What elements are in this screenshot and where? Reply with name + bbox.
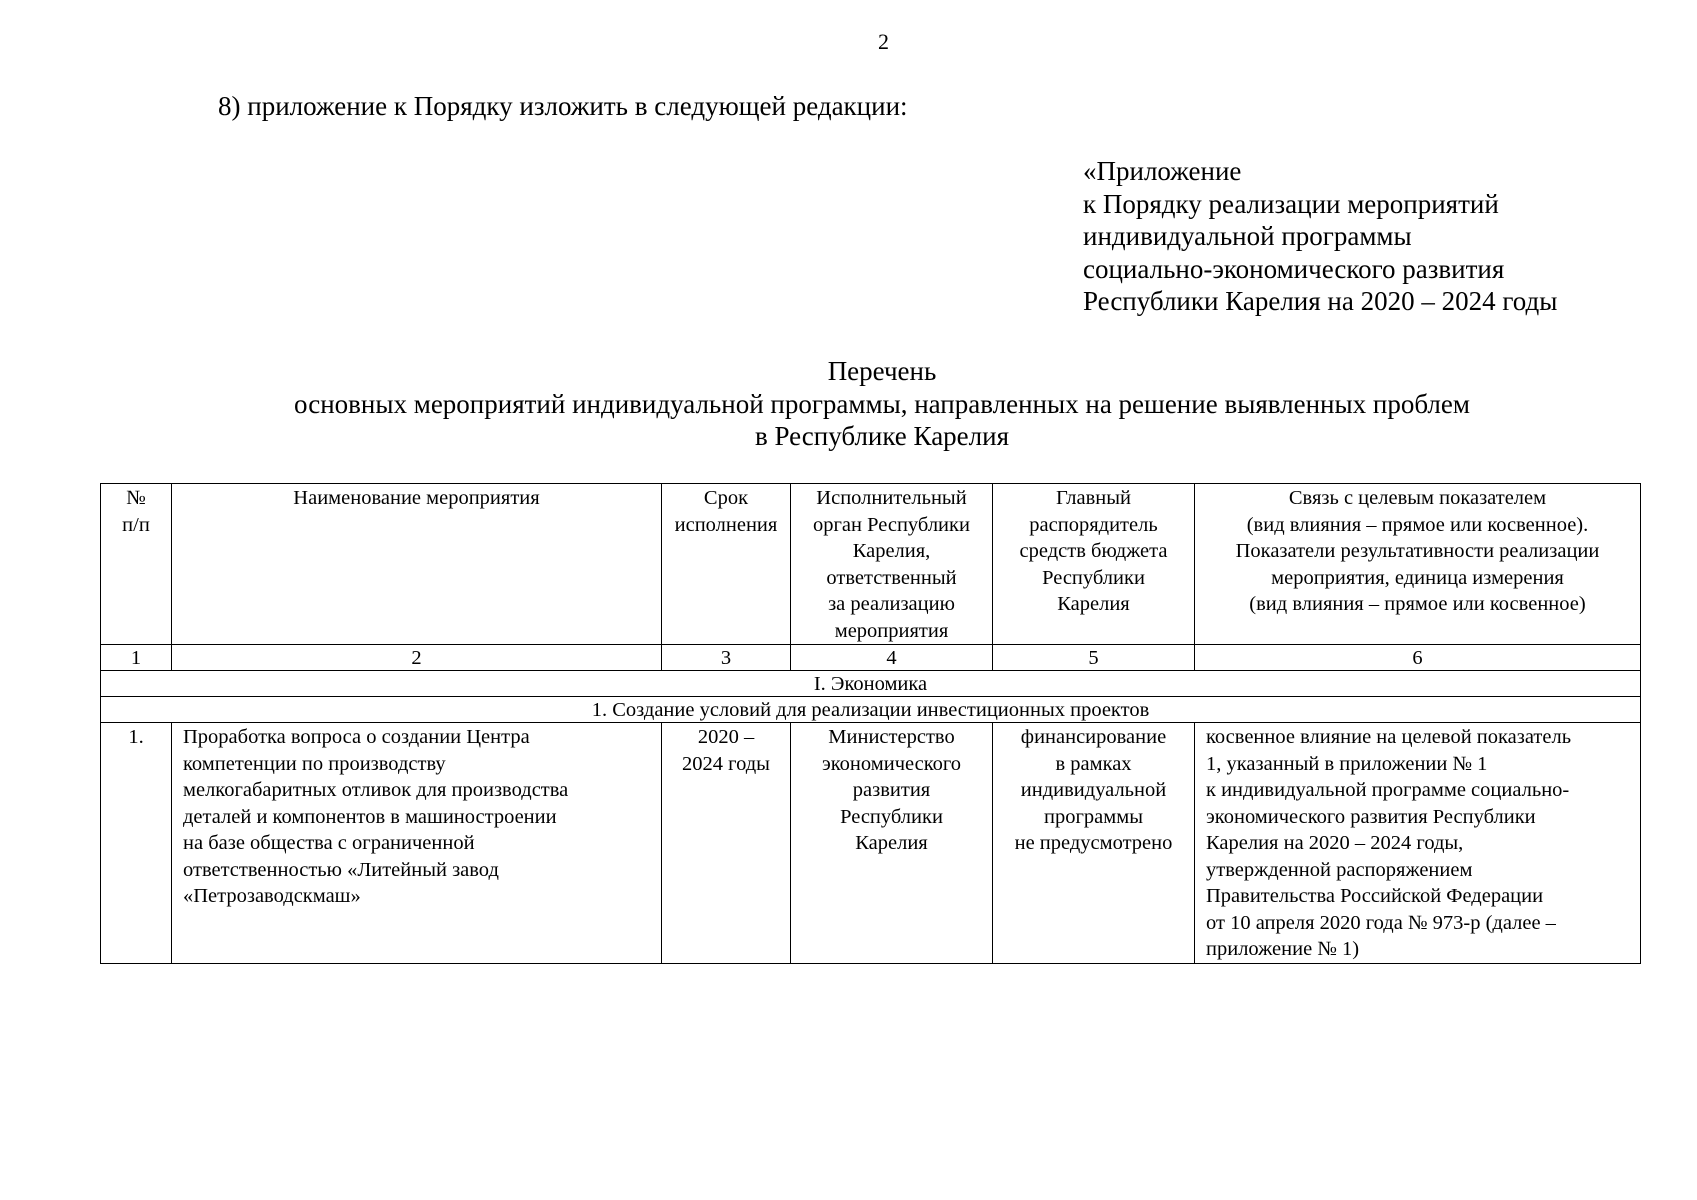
table-header-row (101, 484, 1641, 645)
document-heading (100, 355, 1664, 453)
measure-term: 2020 – 2024 годы (662, 723, 791, 964)
appendix-line: Республики Карелия на 2020 – 2024 годы (1083, 286, 1558, 316)
measures-table (100, 483, 1641, 964)
measure-executor: Министерство экономического развития Республики Карелия (791, 723, 993, 964)
column-number: 3 (662, 645, 791, 671)
column-number: 1 (101, 645, 172, 671)
column-number-row (101, 645, 1641, 671)
column-number: 2 (172, 645, 662, 671)
heading-subtitle: основных мероприятий индивидуальной программы, направленных на решение выявленных проблем (294, 388, 1470, 419)
measure-target-link: косвенное влияние на целевой показатель 1, указанный в приложении № 1 к индивидуальной программе социально- экономического развития Республики Карелия на 2020 – 2024 годы, утвержденной распоряжением Правительства Российской Федерации от 10 апреля 2020 года № 973-р (далее – приложение № 1) (1195, 723, 1641, 964)
subsection-title: 1. Создание условий для реализации инвестиционных проектов (101, 697, 1641, 723)
header-target-link: Связь с целевым показателем (вид влияния – прямое или косвенное). Показатели результативности реализации мероприятия, единица измерения (вид влияния – прямое или косвенное) (1195, 484, 1641, 645)
heading-title: Перечень (827, 356, 937, 386)
row-number: 1. (101, 723, 172, 964)
header-budget-manager: Главный распорядитель средств бюджета Республики Карелия (993, 484, 1195, 645)
table-row (101, 723, 1641, 964)
appendix-header (1083, 155, 1557, 318)
measure-budget-manager: финансирование в рамках индивидуальной программы не предусмотрено (993, 723, 1195, 964)
intro-paragraph: 8) приложение к Порядку изложить в следующей редакции: (218, 91, 908, 121)
subsection-row (101, 697, 1641, 723)
appendix-line: «Приложение (1083, 156, 1242, 186)
header-term: Срок исполнения (662, 484, 791, 645)
appendix-line: социально-экономического развития (1083, 253, 1505, 284)
header-executor: Исполнительный орган Республики Карелия, ответственный за реализацию мероприятия (791, 484, 993, 645)
header-measure-name: Наименование мероприятия (172, 484, 662, 645)
header-number: № п/п (101, 484, 172, 645)
appendix-line: к Порядку реализации мероприятий (1083, 188, 1499, 219)
section-title: I. Экономика (101, 671, 1641, 697)
page-number: 2 (878, 29, 889, 54)
heading-subtitle-region: в Республике Карелия (754, 421, 1010, 451)
column-number: 4 (791, 645, 993, 671)
appendix-line: индивидуальной программы (1083, 221, 1412, 251)
section-row (101, 671, 1641, 697)
column-number: 6 (1195, 645, 1641, 671)
measure-name: Проработка вопроса о создании Центра компетенции по производству мелкогабаритных отливок для производства деталей и компонентов в машиностроении на базе общества с ограниченной ответственностью «Литейный завод «Петрозаводскмаш» (172, 723, 662, 964)
column-number: 5 (993, 645, 1195, 671)
